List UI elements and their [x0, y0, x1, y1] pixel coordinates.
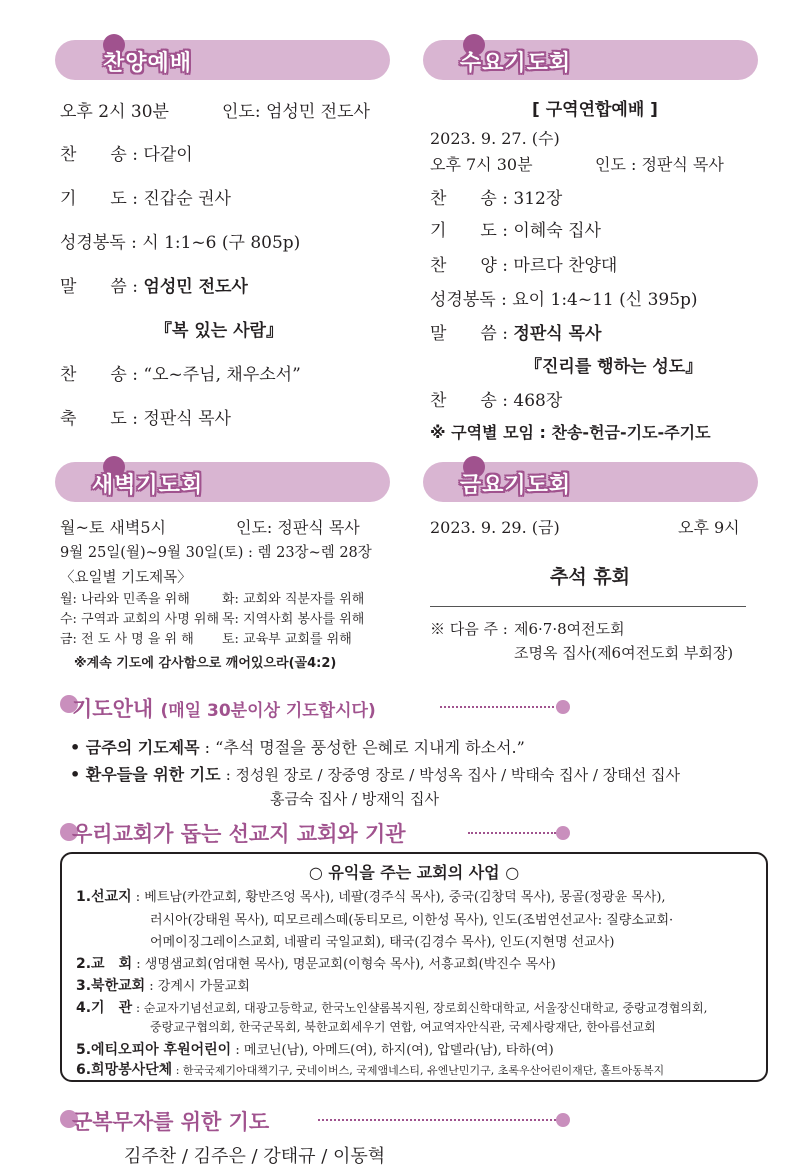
- dawn-topic: 수: 구역과 교회의 사명 위해: [60, 612, 220, 627]
- row-label: 성경봉독: [60, 233, 126, 253]
- mission-row-line: 러시아(강태원 목사), 띠모르레스떼(동티모르, 이한성 목사), 인도(조범연선교사: 질량소교회·: [150, 913, 674, 928]
- wednesday-row: 찬 양 : 마르다 찬양대: [430, 256, 618, 276]
- dawn-time: 월~토 새벽5시: [60, 518, 166, 537]
- dawn-topic: 토: 교육부 교회를 위해: [222, 632, 352, 647]
- row-value: 468장: [513, 391, 563, 411]
- mission-row: [76, 886, 666, 906]
- friday-prayer-title: 금요기도회: [459, 473, 572, 498]
- wednesday-time: 오후 7시 30분: [430, 155, 533, 174]
- praise-time: 오후 2시 30분: [60, 102, 169, 122]
- row-value: 312장: [513, 189, 563, 209]
- patients-label: • 환우들을 위한 기도: [70, 765, 221, 784]
- row-label: 찬 송: [430, 189, 497, 209]
- patients-prayer: [70, 762, 680, 785]
- dotted-leader: [440, 706, 558, 710]
- leader-end-dot-icon: [556, 700, 570, 714]
- row-label: 성경봉독: [430, 290, 496, 310]
- wednesday-date: 2023. 9. 27. (수): [430, 129, 560, 148]
- row-value: 마르다 찬양대: [513, 256, 618, 276]
- wednesday-row: 기 도 : 이혜숙 집사: [430, 221, 601, 241]
- mission-row-line: 어메이징그레이스교회, 네팔리 국일교회), 태국(김경수 목사), 인도(지현명 선교사): [150, 935, 615, 950]
- praise-row: 기 도 : 진갑순 권사: [60, 189, 231, 209]
- row-label: 찬 송: [60, 365, 127, 385]
- praise-row: 성경봉독 : 시 1:1~6 (구 805p): [60, 233, 301, 253]
- praise-leader: 인도: 엄성민 전도사: [222, 102, 370, 122]
- row-value: 이혜숙 집사: [513, 221, 601, 241]
- mission-row-line: : 베트남(카깐교회, 황반즈엉 목사), 네팔(경주식 목사), 중국(김창덕 목사), 몽골(정광윤 목사),: [135, 890, 666, 905]
- prayer-topic-value: : “추석 명절을 풍성한 은혜로 지내게 하소서.”: [204, 738, 525, 757]
- wednesday-sermon-title: 『진리를 행하는 성도』: [525, 357, 703, 377]
- prayer-topic-label: • 금주의 기도제목: [70, 738, 200, 757]
- dawn-verse: ※계속 기도에 감사함으로 깨어있으라(골4:2): [74, 656, 337, 671]
- mission-row: [76, 1059, 664, 1079]
- praise-sermon-title: 『복 있는 사람』: [155, 321, 283, 341]
- patients-line: : 정성원 장로 / 장중영 장로 / 박성옥 집사 / 박태숙 집사 / 장태선 집사: [225, 766, 680, 784]
- row-value: 다같이: [143, 145, 193, 165]
- mission-row-line: : 강계시 가물교회: [149, 979, 250, 994]
- row-value: 진갑순 권사: [143, 189, 231, 209]
- dawn-scripture: 9월 25일(월)~9월 30일(토) : 렘 23장~렘 28장: [60, 545, 372, 561]
- praise-row: 찬 송 : 다같이: [60, 145, 193, 165]
- mission-row-line: : 한국국제기아대책기구, 굿네이버스, 국제앰네스티, 유엔난민기구, 초록우산어린이재단, 홀트아동복지: [175, 1064, 665, 1077]
- wednesday-note: ※ 구역별 모임 : 찬송-헌금-기도-주기도: [430, 423, 711, 442]
- friday-divider: [430, 606, 746, 607]
- wednesday-heading: [ 구역연합예배 ]: [532, 100, 658, 120]
- mission-row-label: 3.북한교회: [76, 978, 146, 994]
- wednesday-leader: 인도 : 정판식 목사: [595, 155, 724, 174]
- row-value: 시 1:1~6 (구 805p): [142, 233, 301, 253]
- row-label: 찬 송: [60, 145, 127, 165]
- wednesday-row: 찬 송 : 312장: [430, 189, 563, 209]
- mission-row: [76, 975, 250, 995]
- friday-date: 2023. 9. 29. (금): [430, 518, 560, 537]
- dawn-topics-heading: 〈요일별 기도제목〉: [60, 570, 192, 586]
- mission-row-label: 4.기 관: [76, 1000, 133, 1016]
- prayer-guide-title: [72, 693, 376, 723]
- mission-row-label: 5.에티오피아 후원어린이: [76, 1042, 232, 1058]
- mission-row: [76, 997, 707, 1017]
- dawn-prayer-title: 새벽기도회: [91, 473, 204, 498]
- soldiers-names: 김주찬 / 김주은 / 강태규 / 이동혁: [124, 1146, 386, 1167]
- wednesday-row: 말 씀 : 정판식 목사: [430, 324, 602, 344]
- prayer-guide-label: 기도안내: [72, 697, 154, 721]
- dawn-topic: 화: 교회와 직분자를 위해: [222, 592, 365, 607]
- friday-next-label: ※ 다음 주 :: [430, 620, 508, 638]
- friday-next-line1: 제6·7·8여전도회: [514, 620, 625, 638]
- row-label: 찬 양: [430, 256, 497, 276]
- wednesday-prayer-header: [423, 40, 758, 80]
- prayer-topic: [70, 735, 525, 758]
- mission-row-label: 1.선교지: [76, 889, 132, 905]
- mission-row-line: : 메코닌(남), 아메드(여), 하지(여), 압델라(남), 타하(여): [235, 1043, 554, 1058]
- row-label: 기 도: [430, 221, 497, 241]
- prayer-guide-subtitle: (매일 30분이상 기도합시다): [160, 701, 376, 721]
- patients-line: 홍금숙 집사 / 방재익 집사: [270, 790, 440, 808]
- row-value: 정판식 목사: [513, 324, 602, 344]
- mission-title: 우리교회가 돕는 선교지 교회와 기관: [72, 822, 406, 846]
- wednesday-row: 찬 송 : 468장: [430, 391, 563, 411]
- praise-row: 찬 송 : “오~주님, 채우소서”: [60, 365, 301, 385]
- wednesday-prayer-title: 수요기도회: [459, 51, 572, 76]
- praise-row: 축 도 : 정판식 목사: [60, 409, 231, 429]
- mission-row: [76, 1039, 554, 1059]
- mission-row-line: : 순교자기념선교회, 대광고등학교, 한국노인샬롬복지원, 장로회신학대학교, 서울장신대학교, 중랑교경협의회,: [135, 1001, 708, 1015]
- mission-row-label: 6.희망봉사단체: [76, 1062, 173, 1078]
- praise-service-title: 찬양예배: [102, 51, 192, 76]
- leader-end-dot-icon: [556, 826, 570, 840]
- row-label: 기 도: [60, 189, 127, 209]
- row-label: 찬 송: [430, 391, 497, 411]
- dotted-leader: [468, 832, 556, 836]
- row-value: “오~주님, 채우소서”: [143, 365, 301, 385]
- dawn-topic: 월: 나라와 민족을 위해: [60, 592, 190, 607]
- mission-row: [76, 953, 556, 973]
- row-value: 정판식 목사: [143, 409, 231, 429]
- row-label: 말 씀: [60, 277, 127, 297]
- mission-row-line: 중랑교구협의회, 한국군목회, 북한교회세우기 연합, 여교역자안식관, 국제사랑재단, 한아름선교회: [150, 1020, 656, 1034]
- mission-row-line: : 생명샘교회(엄대현 목사), 명문교회(이형숙 목사), 서흥교회(박진수 목사): [136, 957, 556, 972]
- friday-next-line2: 조명옥 집사(제6여전도회 부회장): [514, 644, 734, 662]
- wednesday-row: 성경봉독 : 요이 1:4~11 (신 395p): [430, 290, 698, 310]
- soldiers-title: 군복무자를 위한 기도: [72, 1110, 270, 1134]
- friday-prayer-header: [423, 462, 758, 502]
- dotted-leader: [318, 1119, 556, 1123]
- praise-row: 말 씀 : 엄성민 전도사: [60, 277, 248, 297]
- row-value: 요이 1:4~11 (신 395p): [512, 290, 698, 310]
- row-label: 축 도: [60, 409, 127, 429]
- dawn-leader: 인도: 정판식 목사: [236, 518, 360, 537]
- mission-box-title: ○ 유익을 주는 교회의 사업 ○: [308, 863, 520, 882]
- dawn-topic: 목: 지역사회 봉사를 위해: [222, 612, 365, 627]
- row-label: 말 씀: [430, 324, 497, 344]
- row-value: 엄성민 전도사: [143, 277, 248, 297]
- leader-end-dot-icon: [556, 1113, 570, 1127]
- dawn-topic: 금: 전 도 사 명 을 위 해: [60, 632, 194, 647]
- friday-headline: 추석 휴회: [549, 566, 631, 588]
- mission-row-label: 2.교 회: [76, 956, 133, 972]
- friday-time: 오후 9시: [678, 518, 740, 537]
